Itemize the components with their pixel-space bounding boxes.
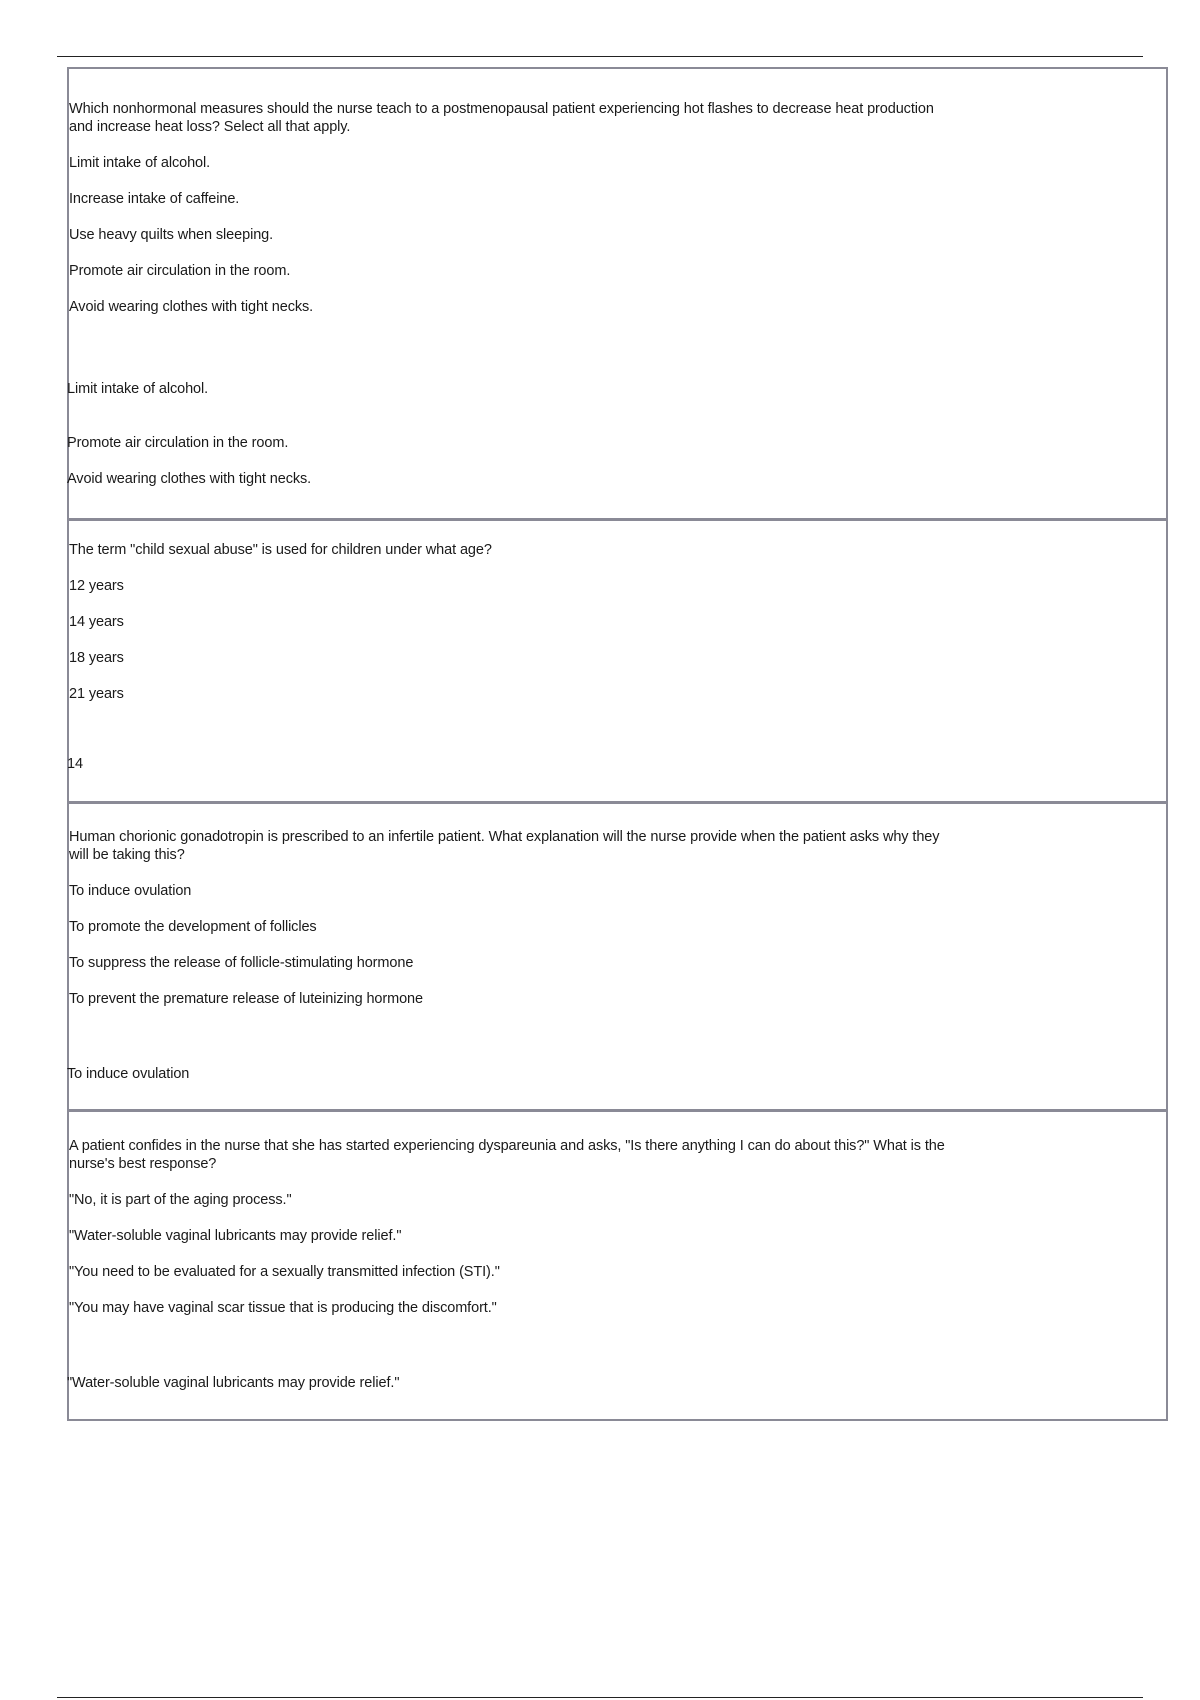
footer-rule: [57, 1697, 1143, 1698]
answer-option: "No, it is part of the aging process.": [69, 1192, 292, 1208]
question-card: [69, 69, 1166, 521]
question-text: Which nonhormonal measures should the nurse teach to a postmenopausal patient experiencing hot flashes to decrease heat production and increase heat loss? Select all that apply.: [69, 101, 934, 135]
answer-option: Promote air circulation in the room.: [69, 263, 291, 279]
correct-answer: To induce ovulation: [67, 1066, 190, 1082]
question-card: [69, 521, 1166, 804]
correct-answer: 14: [67, 756, 83, 772]
answer-option: "You may have vaginal scar tissue that is producing the discomfort.": [69, 1300, 497, 1316]
answer-option: To suppress the release of follicle-stimulating hormone: [69, 955, 414, 971]
question-text: The term "child sexual abuse" is used for children under what age?: [69, 542, 492, 558]
correct-answer: Avoid wearing clothes with tight necks.: [67, 471, 312, 487]
correct-answer: "Water-soluble vaginal lubricants may provide relief.": [67, 1375, 400, 1391]
answer-option: 14 years: [69, 614, 124, 630]
answer-option: "You need to be evaluated for a sexually transmitted infection (STI).": [69, 1264, 500, 1280]
header-rule: [57, 56, 1143, 57]
answer-option: Use heavy quilts when sleeping.: [69, 227, 274, 243]
answer-option: "Water-soluble vaginal lubricants may provide relief.": [69, 1228, 402, 1244]
question-card: [69, 1112, 1166, 1419]
question-card: [69, 804, 1166, 1112]
answer-option: Avoid wearing clothes with tight necks.: [69, 299, 314, 315]
answer-option: 21 years: [69, 686, 124, 702]
answer-option: Limit intake of alcohol.: [69, 155, 211, 171]
correct-answer: Limit intake of alcohol.: [67, 381, 209, 397]
question-text: A patient confides in the nurse that she has started experiencing dyspareunia and asks, "Is there anything I can do about this?" What is the nurse's best response?: [69, 1138, 945, 1172]
answer-option: Increase intake of caffeine.: [69, 191, 240, 207]
correct-answer: Promote air circulation in the room.: [67, 435, 289, 451]
answer-option: To prevent the premature release of luteinizing hormone: [69, 991, 423, 1007]
question-text: Human chorionic gonadotropin is prescribed to an infertile patient. What explanation will the nurse provide when the patient asks why they will be taking this?: [69, 829, 940, 863]
answer-option: To induce ovulation: [69, 883, 192, 899]
answer-option: 12 years: [69, 578, 124, 594]
answer-option: 18 years: [69, 650, 124, 666]
answer-option: To promote the development of follicles: [69, 919, 317, 935]
question-table: [67, 67, 1168, 1421]
